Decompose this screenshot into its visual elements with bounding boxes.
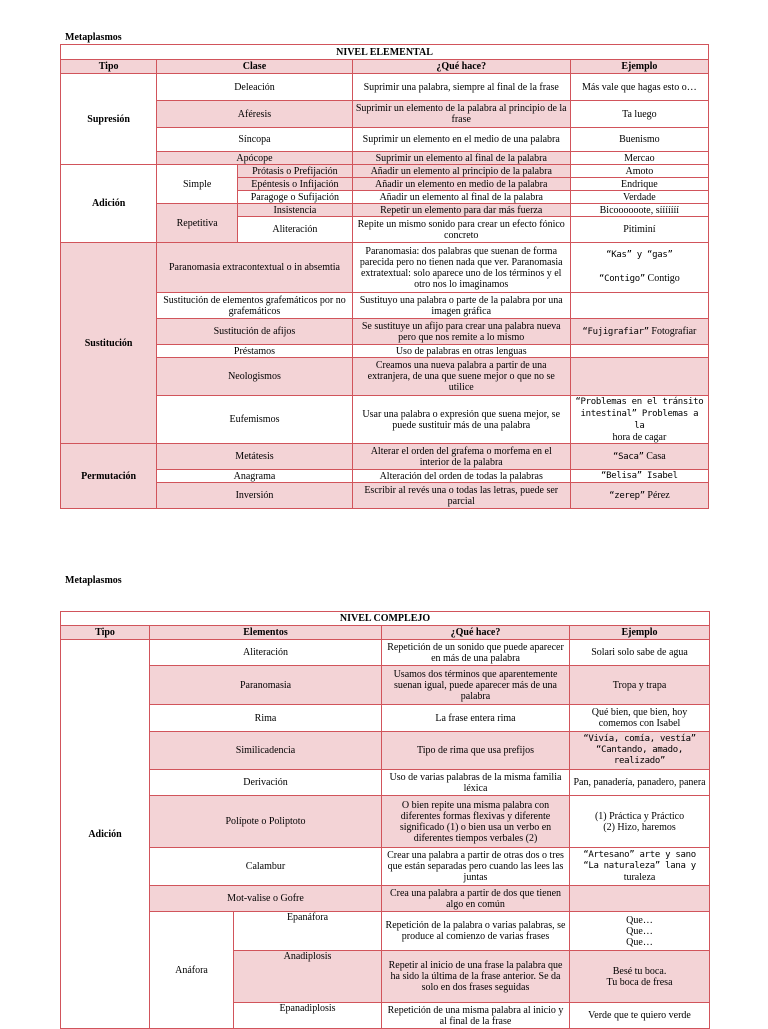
tipo-adicion-2: Adición <box>61 640 150 1029</box>
que-cell: Usamos dos términos que aparentemente suenan igual, puede aparecer más de una palabra <box>382 666 570 705</box>
clase-cell: Eufemismos <box>157 396 353 444</box>
header-ejemplo-2: Ejemplo <box>570 626 710 640</box>
elem-cell: Epanadiplosis <box>234 1003 382 1029</box>
tipo-permutacion: Permutación <box>61 444 157 509</box>
header-tipo: Tipo <box>61 60 157 74</box>
ejemplo-rest: Pérez <box>644 489 670 501</box>
ejemplo-cell <box>570 358 708 396</box>
que-cell: Tipo de rima que usa prefijos <box>382 732 570 770</box>
table-row <box>61 886 710 912</box>
ejemplo-cell: Buenismo <box>570 128 708 152</box>
que-cell: Suprimir un elemento en el medio de una palabra <box>352 128 570 152</box>
table-row <box>61 796 710 848</box>
que-cell: Suprimir una palabra, siempre al final de la frase <box>352 74 570 101</box>
ejemplo-cell: Bicoooooote, sííííííí <box>570 204 708 217</box>
clase-cell: Prótasis o Prefijación <box>238 165 353 178</box>
table-row <box>61 470 709 483</box>
ejemplo-cell: “Vivía, comía, vestía” “Cantando, amado, realizado” <box>570 732 710 770</box>
ejemplo-cell: Más vale que hagas esto o… <box>570 74 708 101</box>
ejemplo-cell: Verde que te quiero verde <box>570 1003 710 1029</box>
que-cell: Paranomasia: dos palabras que suenan de forma parecida pero no tienen nada que ver. Paranomasia extratextual: solo aparece uno de los términos y el otro nos lo imaginamos <box>352 243 570 293</box>
que-cell: Repite un mismo sonido para crear un efecto fónico concreto <box>352 217 570 243</box>
ejemplo-cell <box>570 243 708 293</box>
ejemplo-contigo: Contigo <box>645 273 680 284</box>
doc2-heading: Metaplasmos <box>65 575 122 586</box>
tipo-supresion: Supresión <box>61 74 157 165</box>
ejemplo-rest: hora de cagar <box>612 432 667 443</box>
ejemplo-cell: Qué bien, que bien, hoy comemos con Isabel <box>570 705 710 732</box>
ejemplo-contigo-hand: “Contigo” <box>598 274 646 284</box>
clase-cell: Aliteración <box>238 217 353 243</box>
clase-cell: Epéntesis o Infijación <box>238 178 353 191</box>
que-cell: Creamos una nueva palabra a partir de una extranjera, de una que suene mejor o que no se utilice <box>352 358 570 396</box>
que-cell: Sustituyo una palabra o parte de la palabra por una imagen gráfica <box>352 293 570 319</box>
que-cell: Uso de varias palabras de la misma familia léxica <box>382 770 570 796</box>
ejemplo-cell: (1) Práctica y Práctico (2) Hizo, haremos <box>570 796 710 848</box>
elem-cell: Aliteración <box>150 640 382 666</box>
ejemplo-cell <box>570 444 708 470</box>
elem-cell: Derivación <box>150 770 382 796</box>
que-cell: Suprimir un elemento al final de la palabra <box>352 152 570 165</box>
table-row <box>61 128 709 152</box>
ejemplo-cell <box>570 319 708 345</box>
clase-cell: Neologismos <box>157 358 353 396</box>
subtipo-simple: Simple <box>157 165 238 204</box>
que-cell: Repetición de un sonido que puede aparecer en más de una palabra <box>382 640 570 666</box>
ejemplo-rest: Isabel <box>641 471 678 481</box>
table-row <box>61 848 710 886</box>
table-row <box>61 319 709 345</box>
clase-cell: Aféresis <box>157 101 353 128</box>
ejemplo-cell: Amoto <box>570 165 708 178</box>
ejemplo-cell: Endrique <box>570 178 708 191</box>
ejemplo-hand-2: Problemas a la <box>634 409 699 431</box>
ejemplo-cell: Pitiminí <box>570 217 708 243</box>
clase-cell: Paragoge o Sufijación <box>238 191 353 204</box>
table-row <box>61 243 709 293</box>
que-cell: Suprimir un elemento de la palabra al principio de la frase <box>352 101 570 128</box>
ejemplo-rest: turaleza <box>623 872 656 883</box>
header-tipo-2: Tipo <box>61 626 150 640</box>
elem-cell: Similicadencia <box>150 732 382 770</box>
table-row <box>61 396 709 444</box>
que-cell: Usar una palabra o expresión que suena mejor, se puede sustituir más de una palabra <box>352 396 570 444</box>
clase-cell: Paranomasia extracontextual o in absemtia <box>157 243 353 293</box>
table-row <box>61 640 710 666</box>
table-row <box>61 483 709 509</box>
que-cell: Añadir un elemento al final de la palabra <box>352 191 570 204</box>
elem-cell: Epanáfora <box>234 912 382 951</box>
que-cell: Se sustituye un afijo para crear una palabra nueva pero que nos remite a lo mismo <box>352 319 570 345</box>
table-row <box>61 165 709 178</box>
ejemplo-cell: Pan, panadería, panadero, panera <box>570 770 710 796</box>
table-row <box>61 293 709 319</box>
ejemplo-cell: Solari solo sabe de agua <box>570 640 710 666</box>
tipo-sustitucion: Sustitución <box>61 243 157 444</box>
clase-cell: Metátesis <box>157 444 353 470</box>
ejemplo-cell: Besé tu boca. Tu boca de fresa <box>570 951 710 1003</box>
elem-cell: Rima <box>150 705 382 732</box>
ejemplo-cell <box>570 293 708 319</box>
que-cell: Repetición de la palabra o varias palabras, se produce al comienzo de varias frases <box>382 912 570 951</box>
subtipo-anafora: Anáfora <box>150 912 234 1029</box>
table-row <box>61 74 709 101</box>
elem-cell: Paranomasia <box>150 666 382 705</box>
ejemplo-cell: Ta luego <box>570 101 708 128</box>
que-cell: Uso de palabras en otras lenguas <box>352 345 570 358</box>
que-cell: Repetir al inicio de una frase la palabra que ha sido la última de la frase anterior. Se da solo en dos frases seguidas <box>382 951 570 1003</box>
ejemplo-cell <box>570 848 710 886</box>
clase-cell: Anagrama <box>157 470 353 483</box>
ejemplo-hand: “zerep” <box>609 490 645 501</box>
table-row <box>61 152 709 165</box>
header-elementos: Elementos <box>150 626 382 640</box>
que-cell: O bien repite una misma palabra con diferentes formas flexivas y diferente significado (1) o bien usa un verbo en diferentes tiempos verbales (2) <box>382 796 570 848</box>
que-cell: Añadir un elemento en medio de la palabra <box>352 178 570 191</box>
clase-cell: Apócope <box>157 152 353 165</box>
ejemplo-hand: “Problemas en el tránsito intestinal” <box>575 397 704 419</box>
ejemplo-cell: Mercao <box>570 152 708 165</box>
clase-cell: Síncopa <box>157 128 353 152</box>
ejemplo-hand: “Belisa” <box>600 471 642 481</box>
subtipo-repetitiva: Repetitiva <box>157 204 238 243</box>
que-cell: La frase entera rima <box>382 705 570 732</box>
que-cell: Repetir un elemento para dar más fuerza <box>352 204 570 217</box>
table-row <box>61 732 710 770</box>
que-cell: Alteración del orden de todas la palabras <box>352 470 570 483</box>
clase-cell: Sustitución de afijos <box>157 319 353 345</box>
ejemplo-hand: “Fujigrafiar” <box>582 326 649 337</box>
que-cell: Escribir al revés una o todas las letras, puede ser parcial <box>352 483 570 509</box>
ejemplo-cell: Tropa y trapa <box>570 666 710 705</box>
ejemplo-hand: “Saca” <box>613 451 644 462</box>
que-cell: Añadir un elemento al principio de la palabra <box>352 165 570 178</box>
que-cell: Alterar el orden del grafema o morfema en el interior de la palabra <box>352 444 570 470</box>
que-cell: Crear una palabra a partir de otras dos o tres que están separadas pero cuando las lees las juntas <box>382 848 570 886</box>
ejemplo-rest: Fotografiar <box>648 325 697 337</box>
ejemplo-kas-gas: “Kas” y “gas” <box>606 250 673 260</box>
elem-cell: Anadiplosis <box>234 951 382 1003</box>
table-row <box>61 666 710 705</box>
table-row <box>61 444 709 470</box>
level-title-2: NIVEL COMPLEJO <box>61 612 710 626</box>
ejemplo-hand: “Artesano” arte y sano “La naturaleza” lana y <box>583 850 696 871</box>
clase-cell: Inversión <box>157 483 353 509</box>
clase-cell: Sustitución de elementos grafemáticos por no grafemáticos <box>157 293 353 319</box>
table-row <box>61 705 710 732</box>
table-row <box>61 345 709 358</box>
ejemplo-cell <box>570 886 710 912</box>
elem-cell: Calambur <box>150 848 382 886</box>
table-row <box>61 770 710 796</box>
level-title: NIVEL ELEMENTAL <box>61 45 709 60</box>
table-row <box>61 912 710 951</box>
table-nivel-elemental <box>60 44 709 509</box>
header-que-hace-2: ¿Qué hace? <box>382 626 570 640</box>
table-row <box>61 101 709 128</box>
elem-cell: Mot-valise o Gofre <box>150 886 382 912</box>
header-que-hace: ¿Qué hace? <box>352 60 570 74</box>
ejemplo-cell <box>570 396 708 444</box>
que-cell: Repetición de una misma palabra al inicio y al final de la frase <box>382 1003 570 1029</box>
doc1-heading: Metaplasmos <box>65 32 122 43</box>
table-nivel-complejo <box>60 611 710 1029</box>
ejemplo-cell <box>570 345 708 358</box>
ejemplo-cell <box>570 470 708 483</box>
ejemplo-cell <box>570 483 708 509</box>
ejemplo-cell: Que… Que… Que… <box>570 912 710 951</box>
clase-cell: Préstamos <box>157 345 353 358</box>
header-clase: Clase <box>157 60 353 74</box>
clase-cell: Insistencia <box>238 204 353 217</box>
clase-cell: Deleación <box>157 74 353 101</box>
table-row <box>61 358 709 396</box>
ejemplo-cell: Verdade <box>570 191 708 204</box>
tipo-adicion: Adición <box>61 165 157 243</box>
elem-cell: Polípote o Poliptoto <box>150 796 382 848</box>
header-ejemplo: Ejemplo <box>570 60 708 74</box>
que-cell: Crea una palabra a partir de dos que tienen algo en común <box>382 886 570 912</box>
ejemplo-rest: Casa <box>643 450 666 462</box>
table-row <box>61 204 709 217</box>
